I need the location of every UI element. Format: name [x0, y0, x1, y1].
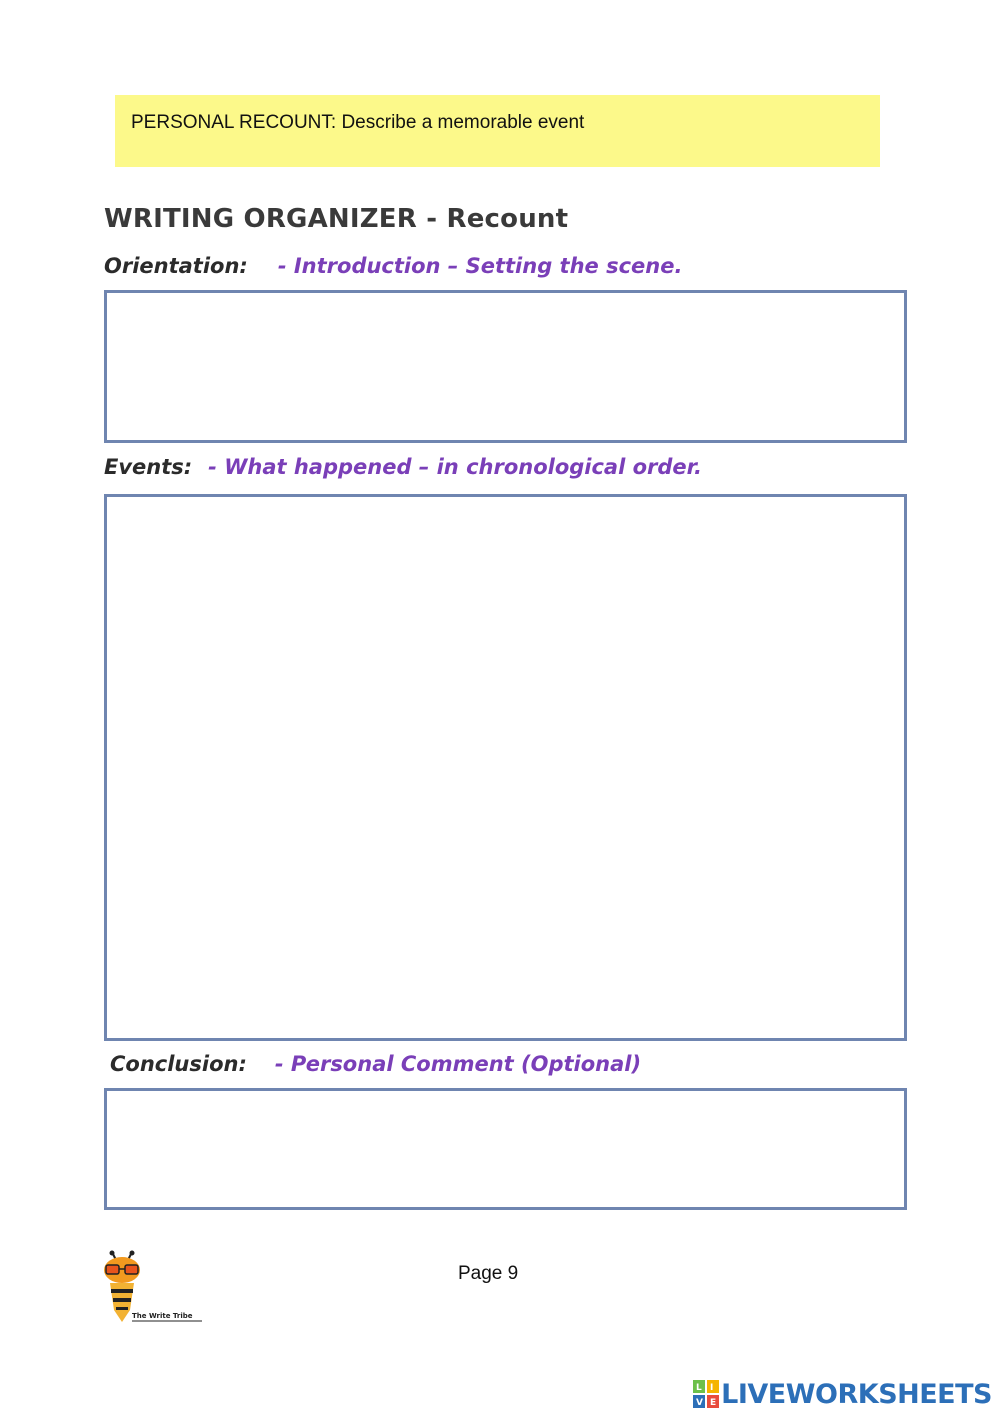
- conclusion-subtitle: - Personal Comment (Optional): [274, 1052, 642, 1076]
- logo-caption: The Write Tribe: [132, 1312, 193, 1320]
- liveworksheets-logo-icon: [693, 1380, 719, 1408]
- orientation-subtitle: - Introduction – Setting the scene.: [277, 254, 683, 278]
- events-answer-box[interactable]: [104, 494, 907, 1041]
- svg-text:L: L: [696, 1383, 702, 1393]
- bee-icon: [98, 1250, 208, 1326]
- svg-text:I: I: [710, 1383, 714, 1393]
- page-title: WRITING ORGANIZER - Recount: [104, 204, 569, 234]
- conclusion-label: Conclusion:: [110, 1052, 247, 1076]
- write-tribe-logo: [98, 1250, 208, 1326]
- svg-text:E: E: [710, 1398, 717, 1408]
- orientation-answer-box[interactable]: [104, 290, 907, 443]
- watermark-text: LIVEWORKSHEETS: [721, 1378, 992, 1410]
- events-subtitle: - What happened – in chronological order.: [208, 455, 703, 479]
- svg-text:V: V: [696, 1398, 704, 1408]
- assignment-banner-text: PERSONAL RECOUNT: Describe a memorable event: [131, 112, 585, 133]
- orientation-label: Orientation:: [104, 254, 248, 278]
- assignment-banner: [115, 95, 880, 167]
- orientation-heading: [104, 254, 682, 278]
- events-label: Events:: [104, 455, 193, 479]
- page-number: Page 9: [458, 1263, 519, 1284]
- events-heading: [104, 455, 702, 479]
- conclusion-answer-box[interactable]: [104, 1088, 907, 1210]
- liveworksheets-watermark: [693, 1376, 992, 1412]
- conclusion-heading: [110, 1052, 641, 1076]
